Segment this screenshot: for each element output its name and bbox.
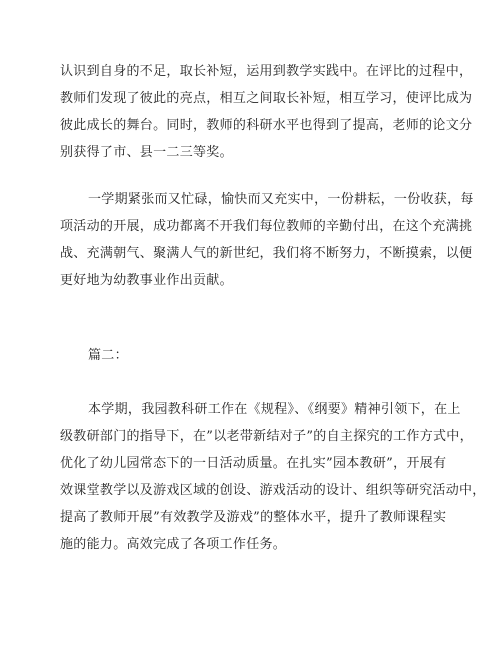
paragraph-2-line-1: 一学期紧张而又忙碌，愉快而又充实中，一份耕耘，一份收获，每 (88, 192, 474, 207)
paragraph-1-line-2: 教师们发现了彼此的亮点，相互之间取长补短，相互学习，使评比成为 (60, 91, 473, 106)
paragraph-1-line-4: 别获得了市、县一二三等奖。 (60, 145, 233, 160)
paragraph-1-line-3: 彼此成长的舞台。同时，教师的科研水平也得到了提高，老师的论文分 (60, 118, 473, 133)
paragraph-3-line-6: 施的能力。高效完成了各项工作任务。 (60, 537, 287, 552)
paragraph-3-line-4: 效课堂教学以及游戏区域的创设、游戏活动的设计、组织等研究活动中， (60, 483, 486, 498)
paragraph-2-line-3: 战、充满朝气、聚满人气的新世纪，我们将不断努力，不断摸索，以便 (60, 246, 473, 261)
paragraph-3-line-1: 本学期，我园教科研工作在《规程》、《纲要》精神引领下，在上 (88, 402, 461, 417)
paragraph-3-line-3: 优化了幼儿园常态下的一日活动质量。在扎实”园本教研”，开展有 (60, 456, 447, 471)
paragraph-2-line-4: 更好地为幼教事业作出贡献。 (60, 273, 233, 288)
paragraph-3-line-2: 级教研部门的指导下，在”以老带新结对子”的自主探究的工作方式中， (60, 429, 473, 444)
paragraph-2-line-2: 项活动的开展，成功都离不开我们每位教师的辛勤付出，在这个充满挑 (60, 219, 473, 234)
section-heading: 篇二： (88, 348, 128, 363)
paragraph-1-line-1: 认识到自身的不足，取长补短，运用到教学实践中。在评比的过程中， (60, 64, 473, 79)
paragraph-3-line-5: 提高了教师开展”有效教学及游戏”的整体水平，提升了教师课程实 (60, 510, 447, 525)
